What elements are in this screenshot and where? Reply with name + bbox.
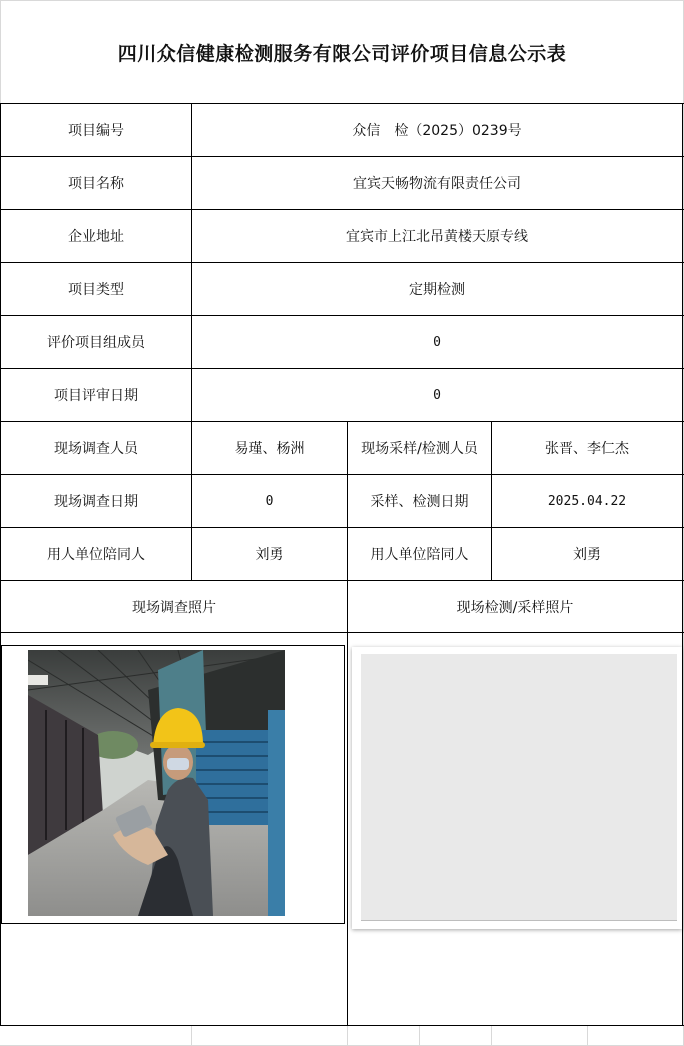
- company-escort-value: 刘勇: [255, 547, 284, 563]
- project-type-value: 定期检测: [409, 282, 465, 298]
- survey-date-label: 现场调查日期: [54, 494, 138, 510]
- page-title: 四川众信健康检测服务有限公司评价项目信息公示表: [117, 42, 567, 65]
- table-line: [0, 1025, 684, 1026]
- table-line: [0, 632, 684, 633]
- company-escort-value-2: 刘勇: [573, 547, 601, 563]
- sheet-gridline: [191, 1026, 192, 1046]
- sheet-gridline: [491, 1026, 492, 1046]
- survey-staff-value: 易瑾、杨洲: [234, 441, 305, 457]
- members-label: 评价项目组成员: [47, 335, 145, 351]
- address-value: 宜宾市上江北吊黄楼天原专线: [346, 229, 528, 245]
- table-line: [682, 103, 683, 1026]
- project-name-label: 项目名称: [68, 176, 124, 192]
- sampling-date-label: 采样、检测日期: [370, 494, 469, 510]
- members-value: 0: [433, 334, 441, 350]
- project-no-value: 众信 检（2025）0239号: [352, 123, 522, 139]
- sampling-date-value: 2025.04.22: [547, 493, 627, 509]
- sheet-gridline: [419, 1026, 420, 1046]
- sheet-gridline: [587, 1026, 588, 1046]
- page-border-left: [0, 0, 1, 104]
- review-date-value: 0: [433, 387, 441, 403]
- page-border-top: [0, 0, 684, 1]
- sheet-gridline: [347, 1026, 348, 1046]
- survey-photo[interactable]: [28, 650, 285, 916]
- project-no-label: 项目编号: [68, 123, 124, 139]
- address-label: 企业地址: [68, 229, 124, 245]
- sampling-photo-label: 现场检测/采样照片: [456, 599, 574, 616]
- survey-date-value: 0: [265, 493, 274, 509]
- company-escort-label-2: 用人单位陪同人: [370, 547, 469, 563]
- company-escort-label: 用人单位陪同人: [47, 547, 145, 563]
- survey-staff-label: 现场调查人员: [54, 441, 138, 457]
- survey-photo-label: 现场调查照片: [132, 599, 216, 616]
- project-name-value: 宜宾天畅物流有限责任公司: [353, 176, 521, 192]
- sampling-staff-label: 现场采样/检测人员: [361, 441, 478, 457]
- project-type-label: 项目类型: [68, 282, 124, 298]
- sampling-photo-placeholder[interactable]: [361, 654, 677, 921]
- review-date-label: 项目评审日期: [54, 388, 138, 404]
- sampling-staff-value: 张晋、李仁杰: [545, 441, 629, 457]
